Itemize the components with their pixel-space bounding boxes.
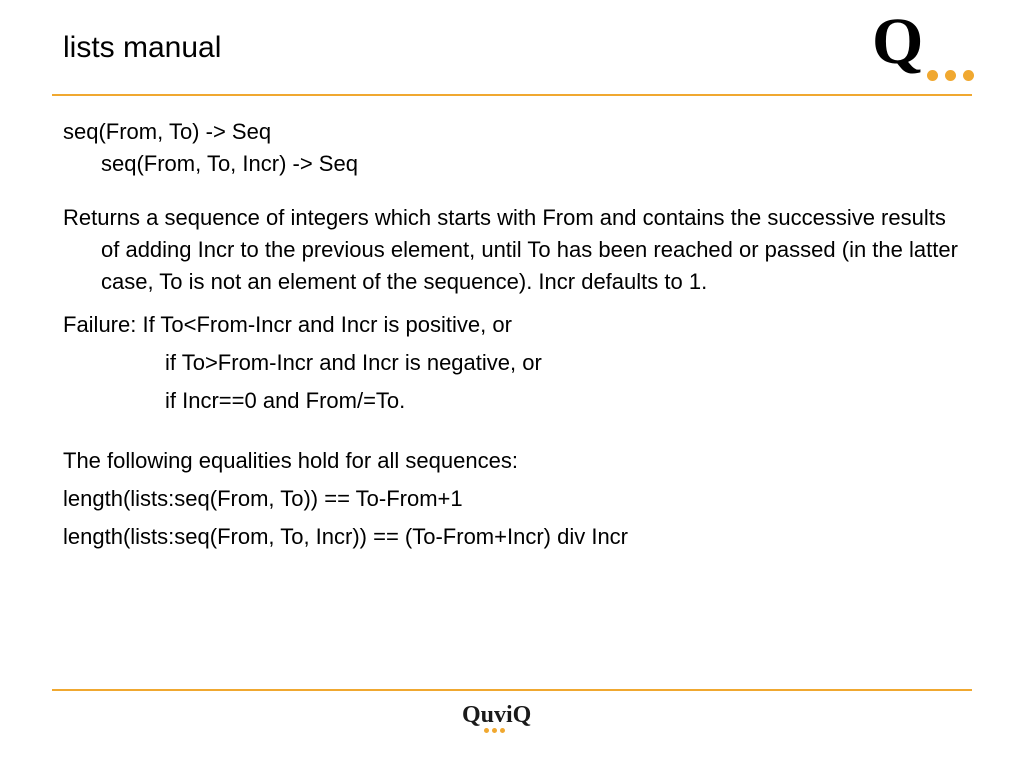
failure-line: Failure: If To<From-Incr and Incr is positive, or [63,312,512,337]
logo-q-letter: Q [872,5,924,78]
footer-dot [500,728,505,733]
footer-divider [52,689,972,691]
equality-line: length(lists:seq(From, To, Incr)) == (To-From+Incr) div Incr [63,524,629,549]
equalities-intro: The following equalities hold for all sequences: [63,448,518,473]
equality-line: length(lists:seq(From, To)) == To-From+1 [63,486,463,511]
failure-line: if Incr==0 and From/=To. [165,388,406,413]
logo-dot [927,70,938,81]
function-signature: seq(From, To) -> Seq [63,119,272,144]
logo-dot [945,70,956,81]
footer-dots-icon [484,728,514,734]
slide-title: lists manual [63,31,222,64]
quviq-footer-logo [462,700,562,740]
footer-dot [492,728,497,733]
header-divider [52,94,972,96]
footer-logo-text: QuviQ [462,702,532,728]
function-signature: seq(From, To, Incr) -> Seq [101,151,358,176]
logo-dots-icon [927,70,977,82]
logo-dot [963,70,974,81]
slide-content [63,116,963,556]
failure-line: if To>From-Incr and Incr is negative, or [165,350,542,375]
quviq-q-logo [872,4,982,92]
footer-dot [484,728,489,733]
description-paragraph: Returns a sequence of integers which starts with From and contains the successive results of adding Incr to the previous element, until To has been reached or passed (in the latter case, To is not an element of the sequence). Incr defaults to 1. [63,205,958,294]
